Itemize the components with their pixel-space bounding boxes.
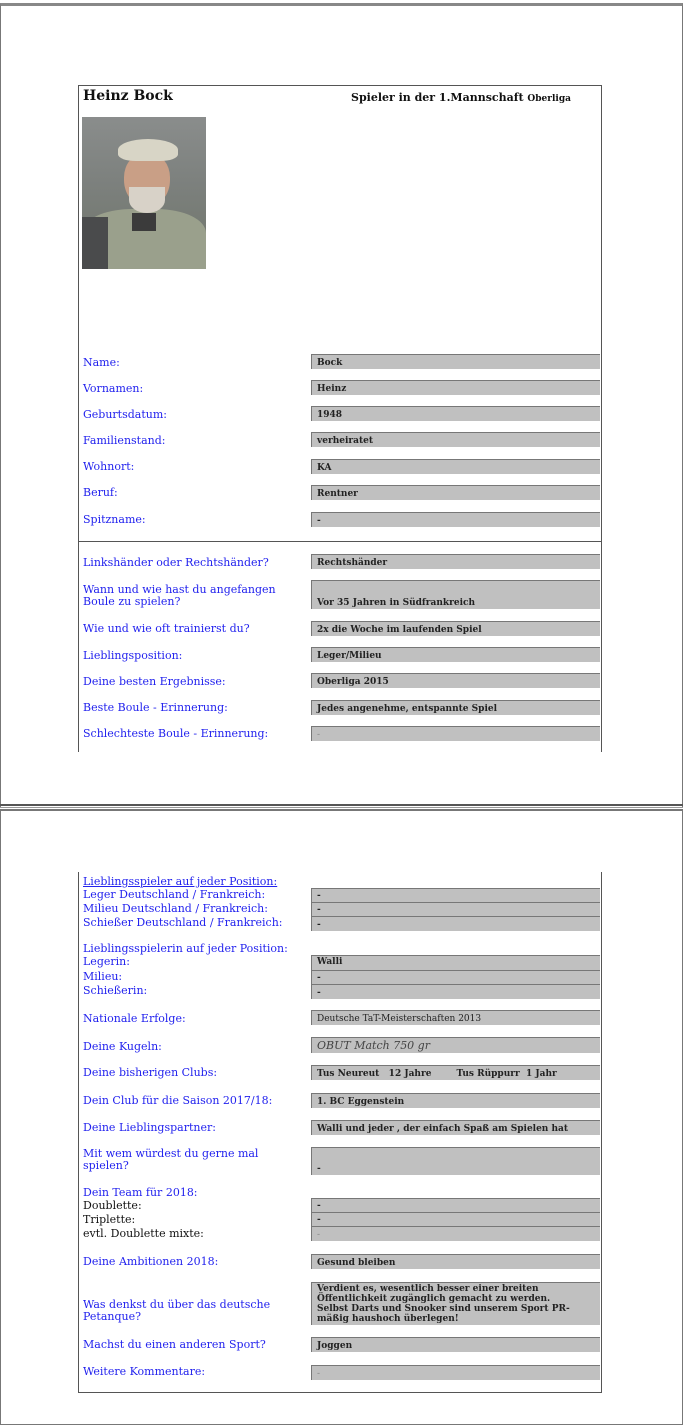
photo-cap <box>118 139 178 161</box>
label-beste-erinnerung: Beste Boule - Erinnerung: <box>83 701 228 714</box>
photo-beard <box>129 187 165 213</box>
field-haendigkeit: Rechtshänder <box>311 554 600 569</box>
label-clubs: Deine bisherigen Clubs: <box>83 1066 218 1079</box>
label-ambitionen: Deine Ambitionen 2018: <box>83 1255 219 1268</box>
field-schlechteste-erinnerung: - <box>311 726 600 741</box>
player-name-title: Heinz Bock <box>83 88 173 104</box>
field-ergebnisse: Oberliga 2015 <box>311 673 600 688</box>
label-spitzname: Spitzname: <box>83 513 146 526</box>
label-schlechteste-erinnerung: Schlechteste Boule - Erinnerung: <box>83 727 269 740</box>
label-ergebnisse: Deine besten Ergebnisse: <box>83 675 226 688</box>
label-doublette-mixte: evtl. Doublette mixte: <box>83 1227 204 1240</box>
label-geburtsdatum: Geburtsdatum: <box>83 408 167 421</box>
field-wohnort: KA <box>311 459 600 474</box>
photo-collar <box>132 213 156 231</box>
field-angefangen: Vor 35 Jahren in Südfrankreich <box>311 580 600 609</box>
role-main: Spieler in der 1.Mannschaft <box>351 91 524 104</box>
field-anderer-sport: Joggen <box>311 1337 600 1352</box>
label-legerin: Legerin: <box>83 955 130 968</box>
field-clubs: Tus Neureut 12 Jahre Tus Rüppurr 1 Jahr <box>311 1065 600 1080</box>
field-doublette: - <box>311 1198 600 1212</box>
field-milieu: - <box>311 902 600 916</box>
label-gerne-spielen: Mit wem würdest du gerne mal spielen? <box>83 1147 259 1172</box>
label-milieu-female: Milieu: <box>83 970 123 983</box>
label-schiesserin: Schießerin: <box>83 984 148 997</box>
field-kommentare: - <box>311 1365 600 1380</box>
label-kommentare: Weitere Kommentare: <box>83 1365 206 1378</box>
field-schiesser: - <box>311 916 600 931</box>
field-name: Bock <box>311 354 600 369</box>
label-doublette: Doublette: <box>83 1199 142 1212</box>
label-anderer-sport: Machst du einen anderen Sport? <box>83 1338 266 1351</box>
field-legerin: Walli <box>311 955 600 970</box>
field-ambitionen: Gesund bleiben <box>311 1254 600 1269</box>
label-club-saison: Dein Club für die Saison 2017/18: <box>83 1094 273 1107</box>
field-lieblingspartner: Walli und jeder , der einfach Spaß am Spielen hat <box>311 1120 600 1135</box>
field-vornamen: Heinz <box>311 380 600 395</box>
field-beste-erinnerung: Jedes angenehme, entspannte Spiel <box>311 700 600 715</box>
field-doublette-mixte: - <box>311 1226 600 1241</box>
heading-lieblingsspieler: Lieblingsspieler auf jeder Position: <box>83 875 278 888</box>
photo-vest <box>82 217 108 269</box>
label-triplette: Triplette: <box>83 1213 136 1226</box>
label-wohnort: Wohnort: <box>83 460 135 473</box>
player-role-title <box>351 91 571 104</box>
label-name: Name: <box>83 356 120 369</box>
label-vornamen: Vornamen: <box>83 382 144 395</box>
label-deutsches-petanque: Was denkst du über das deutsche Petanque? <box>83 1298 271 1323</box>
label-kugeln: Deine Kugeln: <box>83 1040 162 1053</box>
field-training: 2x die Woche im laufenden Spiel <box>311 621 600 636</box>
label-schiesser: Schießer Deutschland / Frankreich: <box>83 916 283 929</box>
heading-team: Dein Team für 2018: <box>83 1186 198 1199</box>
field-deutsches-petanque: Verdient es, wesentlich besser einer breiten Öffentlichkeit zugänglich gemacht zu werden. Selbst Darts und Snooker sind unserem Sport PR-mäßig haushoch überlegen! <box>311 1282 600 1325</box>
label-milieu: Milieu Deutschland / Frankreich: <box>83 902 268 915</box>
field-beruf: Rentner <box>311 485 600 500</box>
label-nationale-erfolge: Nationale Erfolge: <box>83 1012 186 1025</box>
page-separator <box>0 804 683 806</box>
heading-lieblingsspielerin: Lieblingsspielerin auf jeder Position: <box>83 942 288 955</box>
field-milieu-female: - <box>311 970 600 984</box>
label-training: Wie und wie oft trainierst du? <box>83 622 250 635</box>
label-lieblingspartner: Deine Lieblingspartner: <box>83 1121 216 1134</box>
field-nationale-erfolge: Deutsche TaT-Meisterschaften 2013 <box>311 1010 600 1025</box>
label-beruf: Beruf: <box>83 486 118 499</box>
field-schiesserin: - <box>311 984 600 999</box>
field-club-saison: 1. BC Eggenstein <box>311 1093 600 1108</box>
field-spitzname: - <box>311 512 600 527</box>
label-haendigkeit: Linkshänder oder Rechtshänder? <box>83 556 269 569</box>
field-leger: - <box>311 888 600 902</box>
player-photo <box>82 117 206 269</box>
field-gerne-spielen: - <box>311 1147 600 1175</box>
field-kugeln: OBUT Match 750 gr <box>311 1037 600 1053</box>
page-separator-shadow <box>0 807 683 808</box>
role-league: Oberliga <box>527 94 571 104</box>
field-geburtsdatum: 1948 <box>311 406 600 421</box>
label-lieblingsposition: Lieblingsposition: <box>83 649 183 662</box>
field-lieblingsposition: Leger/Milieu <box>311 647 600 662</box>
field-familienstand: verheiratet <box>311 432 600 447</box>
label-familienstand: Familienstand: <box>83 434 166 447</box>
field-triplette: - <box>311 1212 600 1226</box>
section-divider <box>78 541 601 542</box>
label-angefangen: Wann und wie hast du angefangen Boule zu spielen? <box>83 583 276 608</box>
label-leger: Leger Deutschland / Frankreich: <box>83 888 266 901</box>
